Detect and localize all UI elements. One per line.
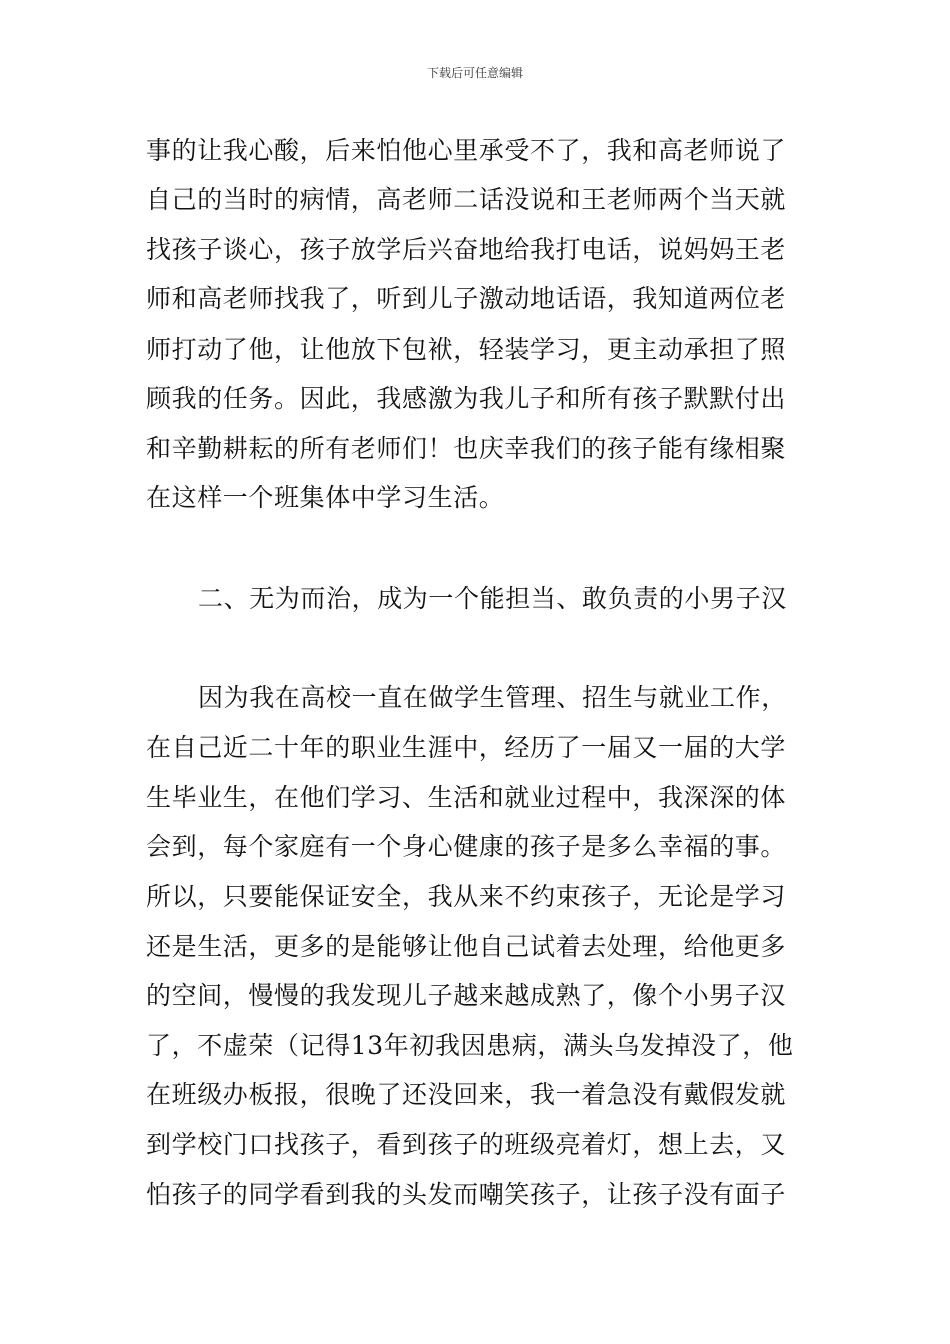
body-text-line: 师和高老师找我了，听到儿子激动地话语，我知道两位老 — [146, 284, 787, 313]
body-text-line: 会到，每个家庭有一个身心健康的孩子是多么幸福的事。 — [146, 832, 787, 861]
body-text-line: 和辛勤耕耘的所有老师们！也庆幸我们的孩子能有缘相聚 — [146, 434, 787, 463]
section-heading: 二、无为而治，成为一个能担当、敢负责的小男子汉 — [198, 584, 787, 613]
body-text-line: 在自己近二十年的职业生涯中，经历了一届又一届的大学 — [146, 733, 787, 762]
body-text-line: 顾我的任务。因此，我感激为我儿子和所有孩子默默付出 — [146, 384, 787, 413]
body-text-line: 师打动了他，让他放下包袱，轻装学习，更主动承担了照 — [146, 335, 787, 364]
body-text-line: 在班级办板报，很晚了还没回来，我一着急没有戴假发就 — [146, 1080, 787, 1109]
body-text-line: 找孩子谈心，孩子放学后兴奋地给我打电话，说妈妈王老 — [146, 235, 787, 264]
page-header: 下载后可任意编辑 — [426, 66, 523, 80]
body-text-line: 因为我在高校一直在做学生管理、招生与就业工作， — [198, 683, 787, 712]
body-text-line: 的空间，慢慢的我发现儿子越来越成熟了，像个小男子汉 — [146, 981, 787, 1010]
body-text-line: 自己的当时的病情，高老师二话没说和王老师两个当天就 — [146, 185, 787, 214]
body-text-line: 事的让我心酸，后来怕他心里承受不了，我和高老师说了 — [146, 136, 787, 165]
body-text-line: 生毕业生，在他们学习、生活和就业过程中，我深深的体 — [146, 783, 787, 812]
body-text-line: 怕孩子的同学看到我的头发而嘲笑孩子，让孩子没有面子 — [146, 1180, 787, 1209]
body-text-line: 了，不虚荣（记得13年初我因患病，满头乌发掉没了，他 — [146, 1031, 794, 1060]
body-text-line: 所以，只要能保证安全，我从来不约束孩子，无论是学习 — [146, 882, 787, 911]
body-text-line: 在这样一个班集体中学习生活。 — [146, 483, 505, 512]
body-text-line: 到学校门口找孩子，看到孩子的班级亮着灯，想上去，又 — [146, 1130, 787, 1159]
body-text-line: 还是生活，更多的是能够让他自己试着去处理，给他更多 — [146, 932, 787, 961]
